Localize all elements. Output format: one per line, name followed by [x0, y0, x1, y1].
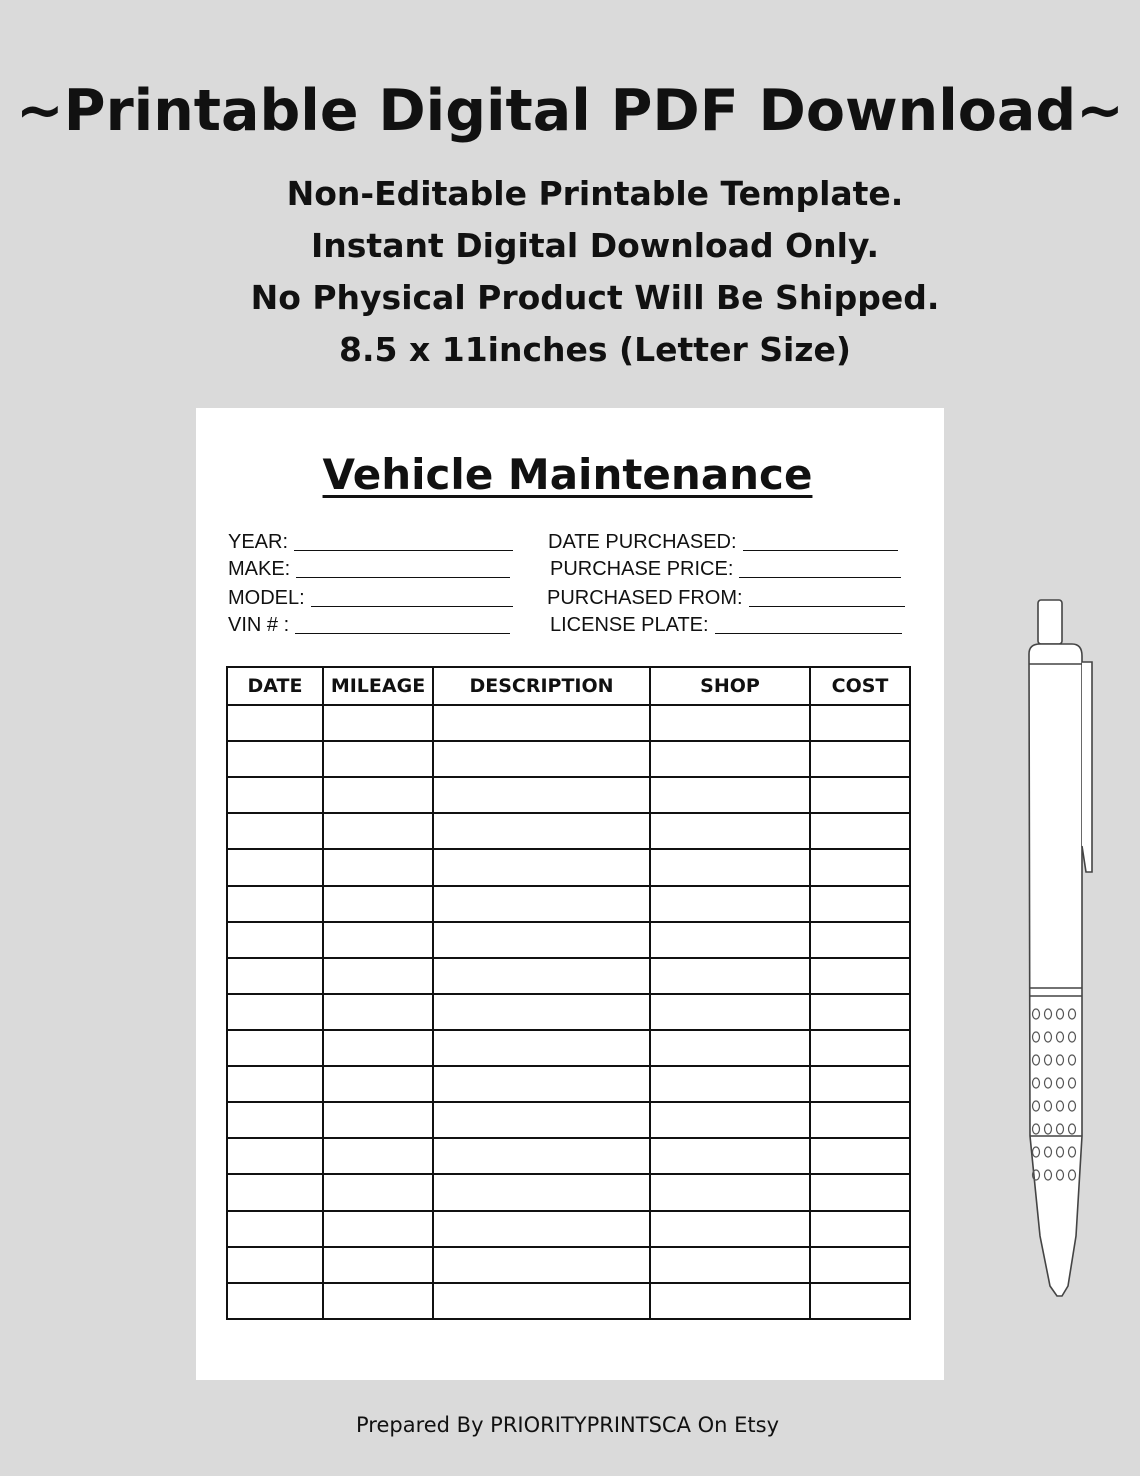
table-cell[interactable]: [433, 1138, 650, 1174]
table-cell[interactable]: [227, 1247, 323, 1283]
table-body: [227, 705, 910, 1319]
table-cell[interactable]: [227, 1138, 323, 1174]
table-row: [227, 1211, 910, 1247]
field-license-plate-label: LICENSE PLATE:: [550, 614, 709, 636]
field-make: [228, 558, 510, 581]
table-header-row: [227, 667, 910, 705]
table-cell[interactable]: [323, 1102, 433, 1138]
banner-line-2: Instant Digital Download Only.: [311, 226, 879, 265]
table-cell[interactable]: [810, 741, 910, 777]
pen-illustration: [1010, 596, 1110, 1308]
table-cell[interactable]: [650, 994, 810, 1030]
table-cell[interactable]: [810, 1102, 910, 1138]
table-cell[interactable]: [323, 886, 433, 922]
table-cell[interactable]: [323, 1138, 433, 1174]
field-vin-line[interactable]: [295, 632, 510, 634]
table-cell[interactable]: [650, 1174, 810, 1210]
table-cell[interactable]: [433, 1066, 650, 1102]
table-row: [227, 922, 910, 958]
field-purchased-from-line[interactable]: [749, 605, 905, 607]
field-vin-label: VIN # :: [228, 614, 290, 636]
table-cell[interactable]: [810, 1174, 910, 1210]
table-cell[interactable]: [650, 777, 810, 813]
field-date-purchased-label: DATE PURCHASED:: [548, 531, 737, 553]
field-date-purchased: [548, 531, 898, 554]
table-row: [227, 958, 910, 994]
field-model-line[interactable]: [311, 605, 513, 607]
column-header-shop: SHOP: [650, 667, 810, 705]
column-header-cost: COST: [810, 667, 910, 705]
table-row: [227, 1066, 910, 1102]
field-license-plate: [550, 614, 902, 637]
field-purchase-price-label: PURCHASE PRICE:: [550, 558, 734, 580]
table-cell[interactable]: [227, 1030, 323, 1066]
table-cell[interactable]: [810, 922, 910, 958]
field-purchase-price: [550, 558, 901, 581]
table-cell[interactable]: [227, 958, 323, 994]
table-cell[interactable]: [433, 1102, 650, 1138]
column-header-description: DESCRIPTION: [433, 667, 650, 705]
table-cell[interactable]: [227, 922, 323, 958]
table-cell[interactable]: [227, 1211, 323, 1247]
table-cell[interactable]: [227, 1102, 323, 1138]
table-cell[interactable]: [227, 1066, 323, 1102]
table-row: [227, 705, 910, 741]
field-year-label: YEAR:: [228, 531, 289, 553]
column-header-date: DATE: [227, 667, 323, 705]
table-cell[interactable]: [810, 1066, 910, 1102]
table-cell[interactable]: [650, 1066, 810, 1102]
table-cell[interactable]: [227, 741, 323, 777]
table-row: [227, 813, 910, 849]
table-cell[interactable]: [650, 1138, 810, 1174]
table-cell[interactable]: [227, 994, 323, 1030]
table-row: [227, 1030, 910, 1066]
table-cell[interactable]: [810, 849, 910, 885]
banner-line-1: Non-Editable Printable Template.: [286, 174, 904, 213]
table-cell[interactable]: [323, 1066, 433, 1102]
table-cell[interactable]: [323, 1174, 433, 1210]
table-cell[interactable]: [650, 1283, 810, 1319]
table-cell[interactable]: [433, 1247, 650, 1283]
field-purchased-from: [547, 587, 905, 610]
table-cell[interactable]: [810, 1138, 910, 1174]
field-model: [228, 587, 513, 610]
field-vin: [228, 614, 510, 637]
table-cell[interactable]: [323, 705, 433, 741]
table-cell[interactable]: [433, 994, 650, 1030]
column-header-mileage: MILEAGE: [323, 667, 433, 705]
field-make-label: MAKE:: [228, 558, 291, 580]
table-row: [227, 741, 910, 777]
table-row: [227, 1174, 910, 1210]
table-cell[interactable]: [650, 886, 810, 922]
table-cell[interactable]: [433, 813, 650, 849]
table-cell[interactable]: [433, 1174, 650, 1210]
table-cell[interactable]: [433, 705, 650, 741]
field-purchase-price-line[interactable]: [739, 576, 901, 578]
table-row: [227, 886, 910, 922]
table-cell[interactable]: [810, 886, 910, 922]
table-cell[interactable]: [810, 994, 910, 1030]
table-cell[interactable]: [650, 922, 810, 958]
banner-title: ~Printable Digital PDF Download~: [16, 78, 1124, 144]
banner-line-3: No Physical Product Will Be Shipped.: [250, 278, 940, 317]
table-cell[interactable]: [323, 994, 433, 1030]
table-cell[interactable]: [323, 741, 433, 777]
table-cell[interactable]: [433, 1211, 650, 1247]
table-cell[interactable]: [433, 1283, 650, 1319]
table-row: [227, 1102, 910, 1138]
table-cell[interactable]: [323, 922, 433, 958]
table-row: [227, 1283, 910, 1319]
table-cell[interactable]: [433, 741, 650, 777]
table-cell[interactable]: [227, 813, 323, 849]
table-cell[interactable]: [810, 777, 910, 813]
table-cell[interactable]: [650, 813, 810, 849]
table-cell[interactable]: [323, 1247, 433, 1283]
table-cell[interactable]: [650, 1211, 810, 1247]
field-make-line[interactable]: [296, 576, 510, 578]
table-cell[interactable]: [433, 886, 650, 922]
table-row: [227, 1247, 910, 1283]
table-cell[interactable]: [650, 958, 810, 994]
table-cell[interactable]: [650, 849, 810, 885]
table-cell[interactable]: [227, 849, 323, 885]
table-cell[interactable]: [227, 705, 323, 741]
table-row: [227, 849, 910, 885]
table-row: [227, 1138, 910, 1174]
table-cell[interactable]: [650, 705, 810, 741]
footer-credit: Prepared By PRIORITYPRINTSCA On Etsy: [355, 1413, 779, 1437]
table-cell[interactable]: [810, 1211, 910, 1247]
table-cell[interactable]: [810, 958, 910, 994]
table-row: [227, 777, 910, 813]
table-cell[interactable]: [650, 1102, 810, 1138]
sheet-title: Vehicle Maintenance: [322, 450, 813, 499]
table-cell[interactable]: [323, 813, 433, 849]
table-cell[interactable]: [323, 777, 433, 813]
table-row: [227, 994, 910, 1030]
table-cell[interactable]: [323, 849, 433, 885]
table-cell[interactable]: [810, 705, 910, 741]
table-cell[interactable]: [227, 886, 323, 922]
table-cell[interactable]: [650, 1030, 810, 1066]
table-cell[interactable]: [323, 1283, 433, 1319]
table-cell[interactable]: [227, 1174, 323, 1210]
table-cell[interactable]: [323, 1211, 433, 1247]
table-cell[interactable]: [650, 1247, 810, 1283]
field-year-line[interactable]: [294, 549, 513, 551]
table-cell[interactable]: [433, 1030, 650, 1066]
table-cell[interactable]: [433, 777, 650, 813]
table-cell[interactable]: [433, 958, 650, 994]
field-date-purchased-line[interactable]: [743, 549, 898, 551]
pen-barrel: [1029, 644, 1082, 1296]
field-license-plate-line[interactable]: [715, 632, 902, 634]
table-cell[interactable]: [810, 1030, 910, 1066]
table-cell[interactable]: [227, 777, 323, 813]
table-cell[interactable]: [810, 1247, 910, 1283]
field-model-label: MODEL:: [228, 587, 305, 609]
table-cell[interactable]: [323, 958, 433, 994]
table-cell[interactable]: [433, 849, 650, 885]
maintenance-log-table: [226, 666, 911, 1320]
table-cell[interactable]: [810, 813, 910, 849]
table-cell[interactable]: [650, 741, 810, 777]
field-purchased-from-label: PURCHASED FROM:: [547, 587, 743, 609]
table-cell[interactable]: [433, 922, 650, 958]
pen-plunger: [1038, 600, 1062, 644]
field-year: [228, 531, 513, 554]
table-cell[interactable]: [227, 1283, 323, 1319]
banner-line-4: 8.5 x 11inches (Letter Size): [339, 330, 851, 369]
table-cell[interactable]: [810, 1283, 910, 1319]
pen-clip: [1082, 662, 1092, 872]
table-cell[interactable]: [323, 1030, 433, 1066]
